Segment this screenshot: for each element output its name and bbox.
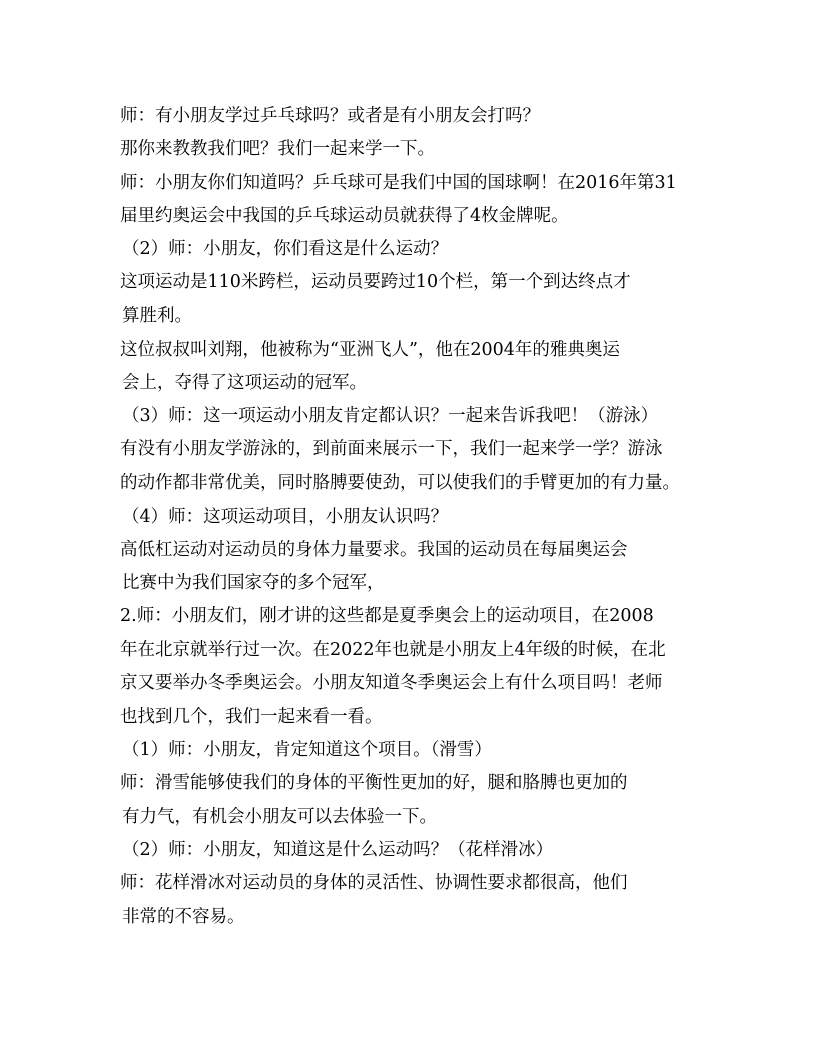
text-line: 也找到几个，我们一起来看一看。 [120,707,383,727]
text-line: 这位叔叔叫刘翔，他被称为“亚洲飞人”，他在2004年的雅典奥运 [120,340,620,360]
text-line: 师：滑雪能够使我们的身体的平衡性更加的好，腿和胳膊也更加的 [120,773,628,793]
text-line: （4）师：这项运动项目，小朋友认识吗？ [122,507,449,527]
text-line: 年在北京就举行过一次。在2022年也就是小朋友上4年级的时候，在北 [120,640,666,660]
text-line: （2）师：小朋友，你们看这是什么运动？ [122,239,449,259]
text-line: （1）师：小朋友，肯定知道这个项目。（滑雪） [122,740,492,760]
text-line: 这项运动是110米跨栏，运动员要跨过10个栏，第一个到达终点才 [120,272,631,292]
text-line: （2）师：小朋友，知道这是什么运动吗？（花样滑冰） [122,840,554,860]
text-line: 算胜利。 [122,306,192,326]
text-line: 京又要举办冬季奥运会。小朋友知道冬季奥运会上有什么项目吗！老师 [120,673,663,693]
text-line: 那你来教教我们吧？我们一起来学一下。 [120,139,435,159]
text-line: 届里约奥运会中我国的乒乓球运动员就获得了4枚金牌呢。 [120,206,569,226]
text-line: 比赛中为我们国家夺的多个冠军， [122,573,385,593]
text-line: 有力气，有机会小朋友可以去体验一下。 [122,807,437,827]
text-line: 师：小朋友你们知道吗？乒乓球可是我们中国的国球啊！在2016年第31 [120,173,677,193]
text-line: 非常的不容易。 [122,907,245,927]
text-line: 师：花样滑冰对运动员的身体的灵活性、协调性要求都很高，他们 [120,873,628,893]
text-line: 2.师：小朋友们，刚才讲的这些都是夏季奥会上的运动项目，在2008 [120,606,654,626]
text-line: 有没有小朋友学游泳的，到前面来展示一下，我们一起来学一学？游泳 [120,439,663,459]
text-line: 师：有小朋友学过乒乓球吗？或者是有小朋友会打吗？ [120,106,540,126]
text-line: 会上，夺得了这项运动的冠军。 [122,373,367,393]
text-line: 高低杠运动对运动员的身体力量要求。我国的运动员在每届奥运会 [120,540,628,560]
text-line: 的动作都非常优美，同时胳膊要使劲，可以使我们的手臂更加的有力量。 [120,473,680,493]
text-line: （3）师：这一项运动小朋友肯定都认识？一起来告诉我吧！（游泳） [122,406,659,426]
